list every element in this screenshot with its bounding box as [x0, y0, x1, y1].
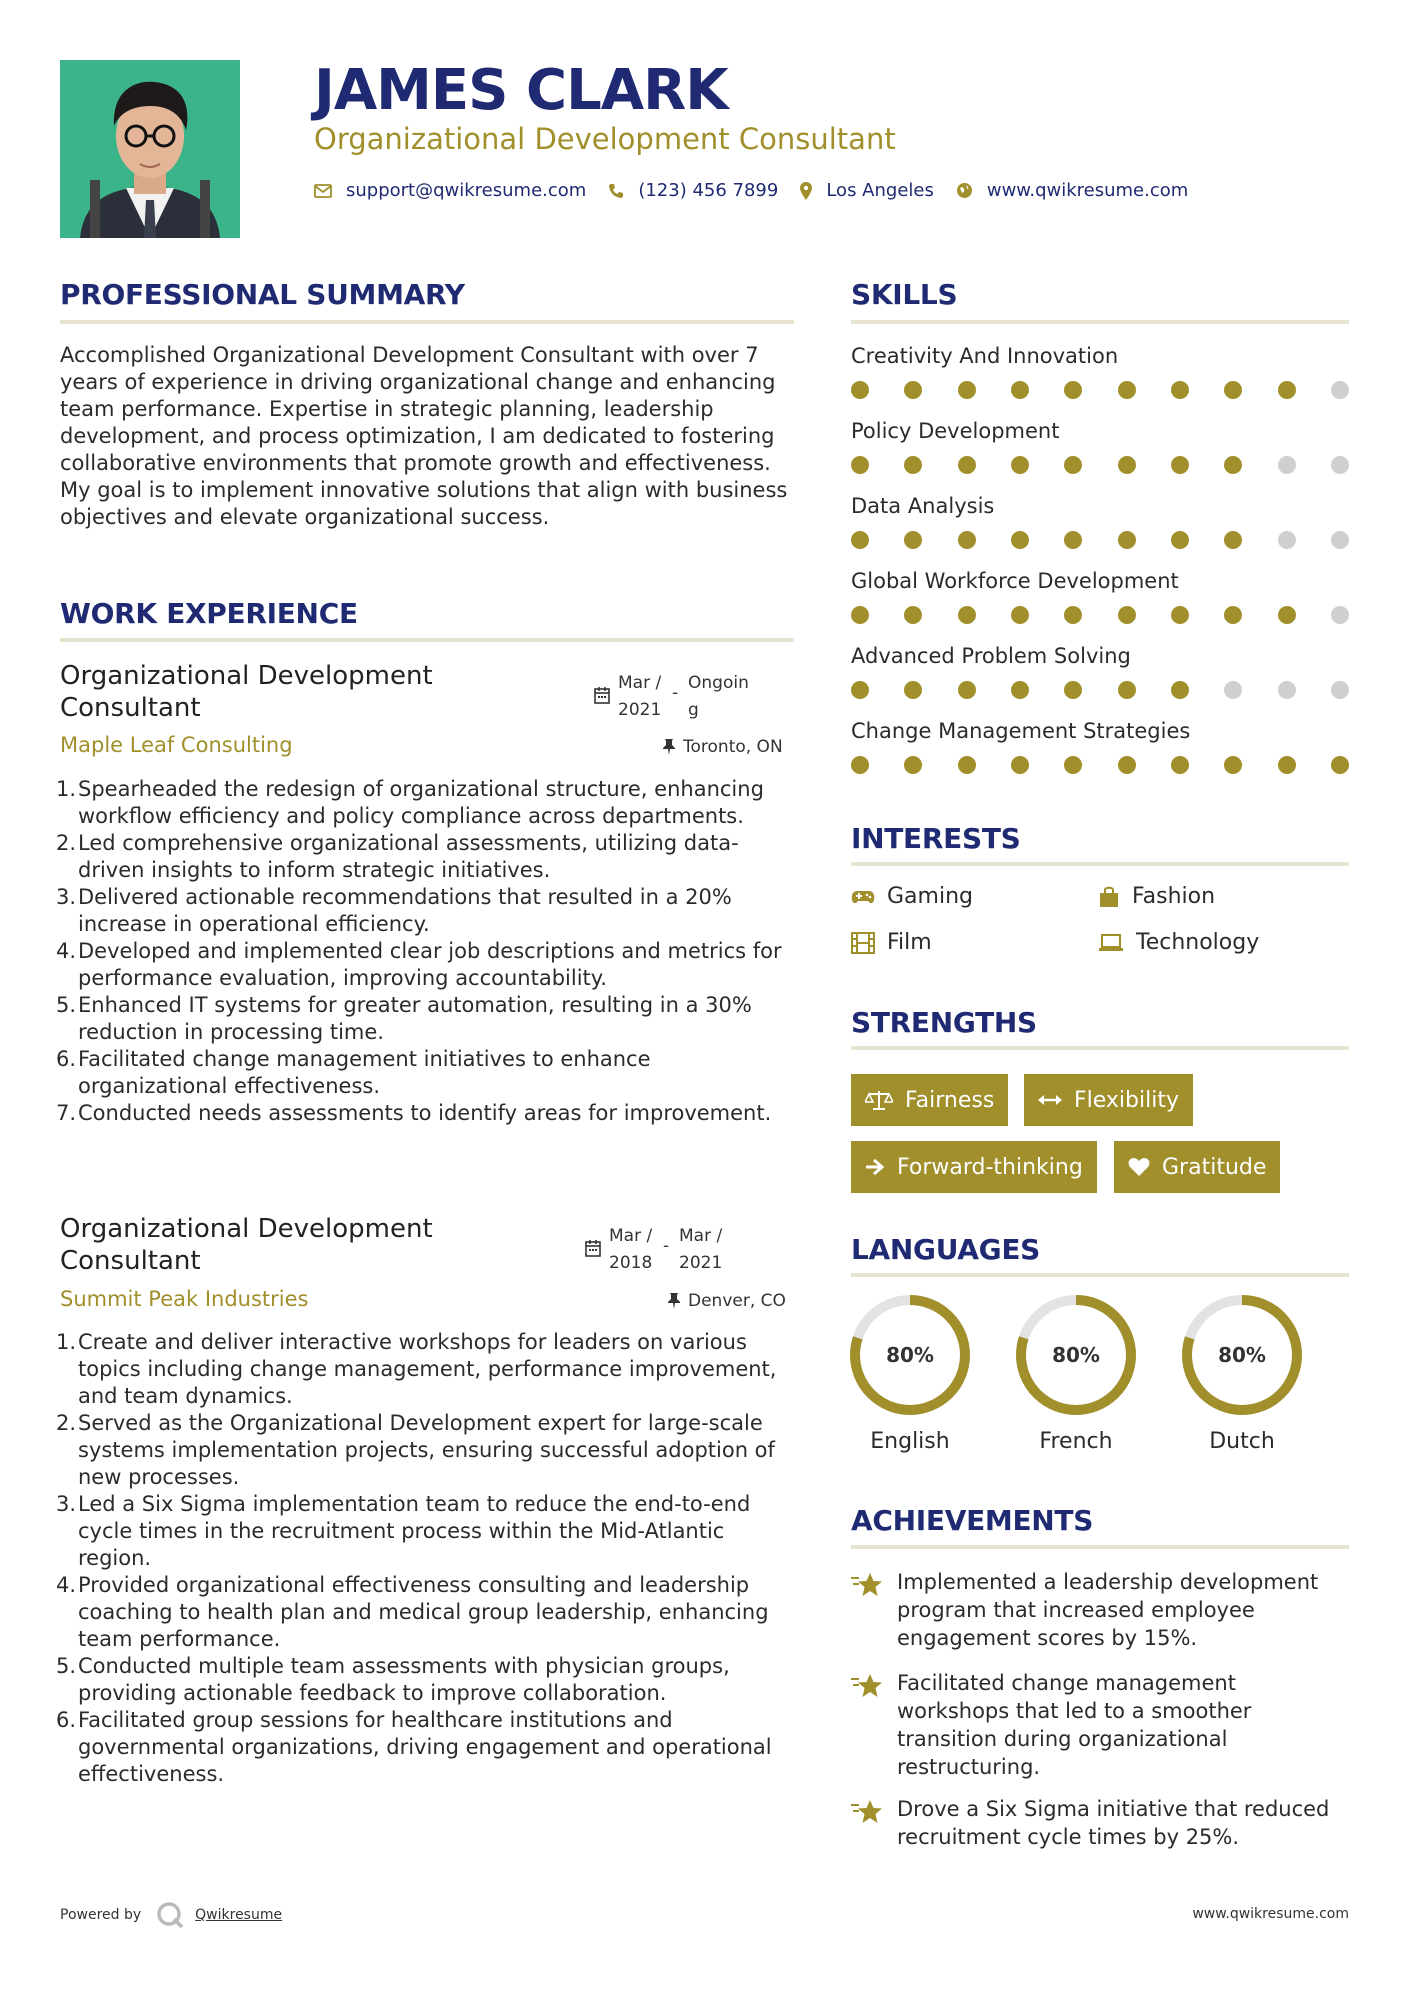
skill-dot [1171, 681, 1189, 699]
skill-dot [1118, 756, 1136, 774]
interest-technology [1098, 930, 1259, 955]
envelope-icon [314, 184, 332, 198]
footer-powered-by [60, 1900, 282, 1930]
contact-website-text: www.qwikresume.com [986, 180, 1189, 201]
skills-heading: SKILLS [851, 278, 958, 311]
list-item: 3. Led a Six Sigma implementation team to reduce the end-to-end cycle times in the recruitment process within the Mid-Atlantic region. [56, 1492, 751, 1570]
achievement-3 [851, 1795, 1349, 1851]
job-1-end-line1: Ongoin [688, 673, 749, 693]
strength-flexibility-label: Flexibility [1074, 1087, 1179, 1113]
skill-dot [1331, 681, 1349, 699]
job-1-end-line2: g [688, 700, 699, 720]
skill-4-name: Global Workforce Development [851, 569, 1179, 593]
skill-dot [1331, 456, 1349, 474]
language-french-name: French [1039, 1429, 1113, 1454]
skill-6-name: Change Management Strategies [851, 719, 1191, 743]
job-1-start-year: 2021 [618, 700, 662, 720]
skill-dot [1224, 381, 1242, 399]
contact-email-text: support@qwikresume.com [346, 180, 587, 201]
shopping-bag-icon [1098, 886, 1120, 908]
skill-dot [958, 681, 976, 699]
footer-website[interactable]: www.qwikresume.com [1192, 1906, 1349, 1922]
language-french [1014, 1293, 1138, 1454]
profile-photo [60, 60, 240, 238]
strength-flexibility [1024, 1074, 1193, 1126]
list-item: 6. Facilitated group sessions for healthcare institutions and governmental organizations, driving engagement and operational effectiveness. [56, 1708, 772, 1786]
contact-website[interactable] [956, 180, 1188, 201]
skill-dot [1224, 756, 1242, 774]
strength-forward-thinking [851, 1141, 1097, 1193]
job-2-company: Summit Peak Industries [60, 1287, 309, 1311]
language-english [848, 1293, 972, 1454]
skill-dot [851, 756, 869, 774]
job-2-start-year: 2018 [609, 1253, 653, 1273]
skill-dot [1118, 606, 1136, 624]
interest-fashion [1098, 884, 1215, 909]
skill-dot [851, 381, 869, 399]
map-marker-icon [800, 182, 812, 200]
skill-dot [1011, 756, 1029, 774]
language-english-name: English [870, 1429, 950, 1454]
strengths-heading: STRENGTHS [851, 1006, 1037, 1039]
job-2-start-month: Mar / [609, 1226, 653, 1246]
achievement-2 [851, 1669, 1349, 1781]
language-english-percent: 80% [886, 1343, 934, 1367]
qwikresume-logo-icon [155, 1900, 185, 1930]
job-1-location [663, 737, 783, 757]
skill-dot [958, 606, 976, 624]
list-item: 6. Facilitated change management initiatives to enhance organizational effectiveness. [56, 1047, 651, 1098]
skill-dot [1171, 756, 1189, 774]
film-icon [851, 932, 875, 954]
skill-dot [904, 381, 922, 399]
skill-dot [1224, 531, 1242, 549]
strength-forward-thinking-label: Forward-thinking [897, 1154, 1083, 1180]
list-item: 7. Conducted needs assessments to identify areas for improvement. [56, 1101, 772, 1125]
powered-by-label: Powered by [60, 1907, 142, 1923]
skill-2-name: Policy Development [851, 419, 1060, 443]
language-french-percent: 80% [1052, 1343, 1100, 1367]
skill-dot [1011, 681, 1029, 699]
list-item: 5. Enhanced IT systems for greater automation, resulting in a 30% reduction in processing time. [56, 993, 752, 1044]
job-2-location [668, 1291, 786, 1311]
contact-email[interactable] [314, 180, 586, 201]
skill-dot [1118, 531, 1136, 549]
globe-icon [956, 182, 973, 199]
job-2-dates [585, 1223, 733, 1277]
interest-gaming [851, 884, 973, 909]
interest-film [851, 930, 932, 955]
skill-dot [851, 606, 869, 624]
skill-dot [958, 756, 976, 774]
achievements-divider [851, 1545, 1349, 1549]
job-2-title: Organizational Development Consultant [60, 1214, 433, 1276]
job-2-end-line1: Mar / [679, 1226, 723, 1246]
skill-dot [851, 531, 869, 549]
calendar-icon [594, 686, 610, 704]
interest-gaming-label: Gaming [887, 884, 973, 909]
skill-dot [904, 606, 922, 624]
pushpin-icon [663, 739, 675, 755]
language-dutch-name: Dutch [1209, 1429, 1275, 1454]
skill-dot [958, 456, 976, 474]
skill-4-rating [851, 606, 1349, 626]
contact-location-text: Los Angeles [826, 180, 934, 201]
skill-dot [1011, 456, 1029, 474]
skill-5-name: Advanced Problem Solving [851, 644, 1131, 668]
job-1-dates [594, 670, 749, 724]
skill-dot [1224, 681, 1242, 699]
skill-dot [1224, 606, 1242, 624]
job-1-date-separator: - [672, 683, 679, 703]
language-dutch-percent: 80% [1218, 1343, 1266, 1367]
balance-scale-icon [865, 1089, 893, 1111]
skill-5-rating [851, 681, 1349, 701]
job-1-bullets [56, 776, 795, 1127]
skill-dot [1118, 381, 1136, 399]
skill-dot [1278, 456, 1296, 474]
skill-dot [1278, 756, 1296, 774]
skill-dot [1331, 606, 1349, 624]
skills-divider [851, 320, 1349, 324]
job-1-company: Maple Leaf Consulting [60, 733, 293, 757]
list-item: 2. Led comprehensive organizational assessments, utilizing data-driven insights to inform strategic initiatives. [56, 831, 739, 882]
skill-6-rating [851, 756, 1349, 776]
achievements-heading: ACHIEVEMENTS [851, 1504, 1094, 1537]
job-2-date-separator: - [663, 1236, 670, 1256]
skill-dot [904, 456, 922, 474]
languages-divider [851, 1273, 1349, 1277]
calendar-icon [585, 1239, 601, 1257]
arrow-right-icon [865, 1158, 885, 1176]
skill-dot [851, 456, 869, 474]
strength-gratitude [1114, 1141, 1280, 1193]
skill-dot [1171, 381, 1189, 399]
strength-gratitude-label: Gratitude [1162, 1154, 1267, 1180]
skill-dot [1331, 381, 1349, 399]
contact-phone-text: (123) 456 7899 [638, 180, 779, 201]
job-1-title: Organizational Development Consultant [60, 661, 433, 723]
skill-dot [958, 531, 976, 549]
skill-2-rating [851, 456, 1349, 476]
languages-heading: LANGUAGES [851, 1233, 1041, 1266]
experience-divider [60, 638, 794, 642]
list-item: 1. Spearheaded the redesign of organizational structure, enhancing workflow efficiency and policy compliance across departments. [56, 777, 764, 828]
gamepad-icon [851, 889, 875, 905]
skill-3-rating [851, 531, 1349, 551]
job-2-bullets [56, 1329, 795, 1788]
skill-dot [1011, 531, 1029, 549]
achievement-2-text: Facilitated change management workshops that led to a smoother transition during organizational restructuring. [897, 1671, 1252, 1779]
skill-dot [904, 756, 922, 774]
skill-dot [851, 681, 869, 699]
summary-divider [60, 320, 794, 324]
skill-dot [1064, 756, 1082, 774]
skill-dot [1064, 681, 1082, 699]
skill-dot [1064, 606, 1082, 624]
skill-dot [1118, 456, 1136, 474]
heart-icon [1128, 1157, 1150, 1177]
qwikresume-link[interactable]: Qwikresume [195, 1907, 283, 1923]
list-item: 4. Developed and implemented clear job descriptions and metrics for performance evaluation, improving accountability. [56, 939, 782, 990]
laptop-icon [1098, 934, 1124, 952]
language-dutch [1180, 1293, 1304, 1454]
skill-dot [1064, 381, 1082, 399]
skill-dot [904, 681, 922, 699]
summary-text: Accomplished Organizational Development Consultant with over 7 years of experience in driving organizational change and enhancing team performance. Expertise in strategic planning, leadership development, and process optimization, I am dedicated to fostering collaborative environments that promote growth and effectiveness. My goal is to implement innovative solutions that align with business objectives and elevate organizational success. [60, 343, 788, 529]
summary-heading: PROFESSIONAL SUMMARY [60, 278, 465, 311]
interests-heading: INTERESTS [851, 822, 1021, 855]
strengths-divider [851, 1046, 1349, 1050]
star-badge-icon [851, 1572, 883, 1598]
skill-dot [1171, 606, 1189, 624]
interests-divider [851, 862, 1349, 866]
skill-1-name: Creativity And Innovation [851, 344, 1119, 368]
skill-dot [1331, 756, 1349, 774]
skill-dot [1171, 531, 1189, 549]
skill-1-rating [851, 381, 1349, 401]
achievement-3-text: Drove a Six Sigma initiative that reduced recruitment cycle times by 25%. [897, 1797, 1330, 1849]
skill-dot [1171, 456, 1189, 474]
candidate-title: Organizational Development Consultant [314, 122, 896, 156]
skill-dot [1064, 531, 1082, 549]
list-item: 3. Delivered actionable recommendations that resulted in a 20% increase in operational efficiency. [56, 885, 732, 936]
interest-technology-label: Technology [1136, 930, 1260, 955]
contact-location [800, 180, 934, 201]
skill-dot [1118, 681, 1136, 699]
strength-fairness [851, 1074, 1008, 1126]
job-1-start-month: Mar / [618, 673, 662, 693]
pushpin-icon [668, 1293, 680, 1309]
skill-dot [1064, 456, 1082, 474]
job-2-end-line2: 2021 [679, 1253, 723, 1273]
contact-bar [314, 180, 1210, 201]
achievement-1 [851, 1568, 1349, 1652]
interest-film-label: Film [887, 930, 932, 955]
candidate-name: JAMES CLARK [314, 58, 728, 123]
arrows-horizontal-icon [1038, 1093, 1062, 1107]
skill-dot [1278, 606, 1296, 624]
star-badge-icon [851, 1673, 883, 1699]
skill-dot [1278, 531, 1296, 549]
skill-dot [1278, 381, 1296, 399]
job-2-location-text: Denver, CO [688, 1291, 786, 1311]
skill-dot [1331, 531, 1349, 549]
list-item: 1. Create and deliver interactive workshops for leaders on various topics including change management, performance improvement, and team dynamics. [56, 1330, 777, 1408]
skill-dot [1011, 606, 1029, 624]
skill-dot [1278, 681, 1296, 699]
list-item: 4. Provided organizational effectiveness consulting and leadership coaching to health plan and medical group leadership, enhancing team performance. [56, 1573, 769, 1651]
skill-dot [1011, 381, 1029, 399]
skill-dot [904, 531, 922, 549]
skill-3-name: Data Analysis [851, 494, 995, 518]
interest-fashion-label: Fashion [1132, 884, 1216, 909]
list-item: 5. Conducted multiple team assessments with physician groups, providing actionable feedback to improve collaboration. [56, 1654, 730, 1705]
skill-dot [1224, 456, 1242, 474]
phone-icon [608, 183, 624, 199]
experience-heading: WORK EXPERIENCE [60, 597, 358, 630]
list-item: 2. Served as the Organizational Development expert for large-scale systems implementation projects, ensuring successful adoption of new processes. [56, 1411, 775, 1489]
achievement-1-text: Implemented a leadership development program that increased employee engagement scores by 15%. [897, 1570, 1319, 1650]
strength-fairness-label: Fairness [905, 1087, 995, 1113]
job-1-location-text: Toronto, ON [683, 737, 783, 757]
star-badge-icon [851, 1799, 883, 1825]
skill-dot [958, 381, 976, 399]
contact-phone[interactable] [608, 180, 778, 201]
